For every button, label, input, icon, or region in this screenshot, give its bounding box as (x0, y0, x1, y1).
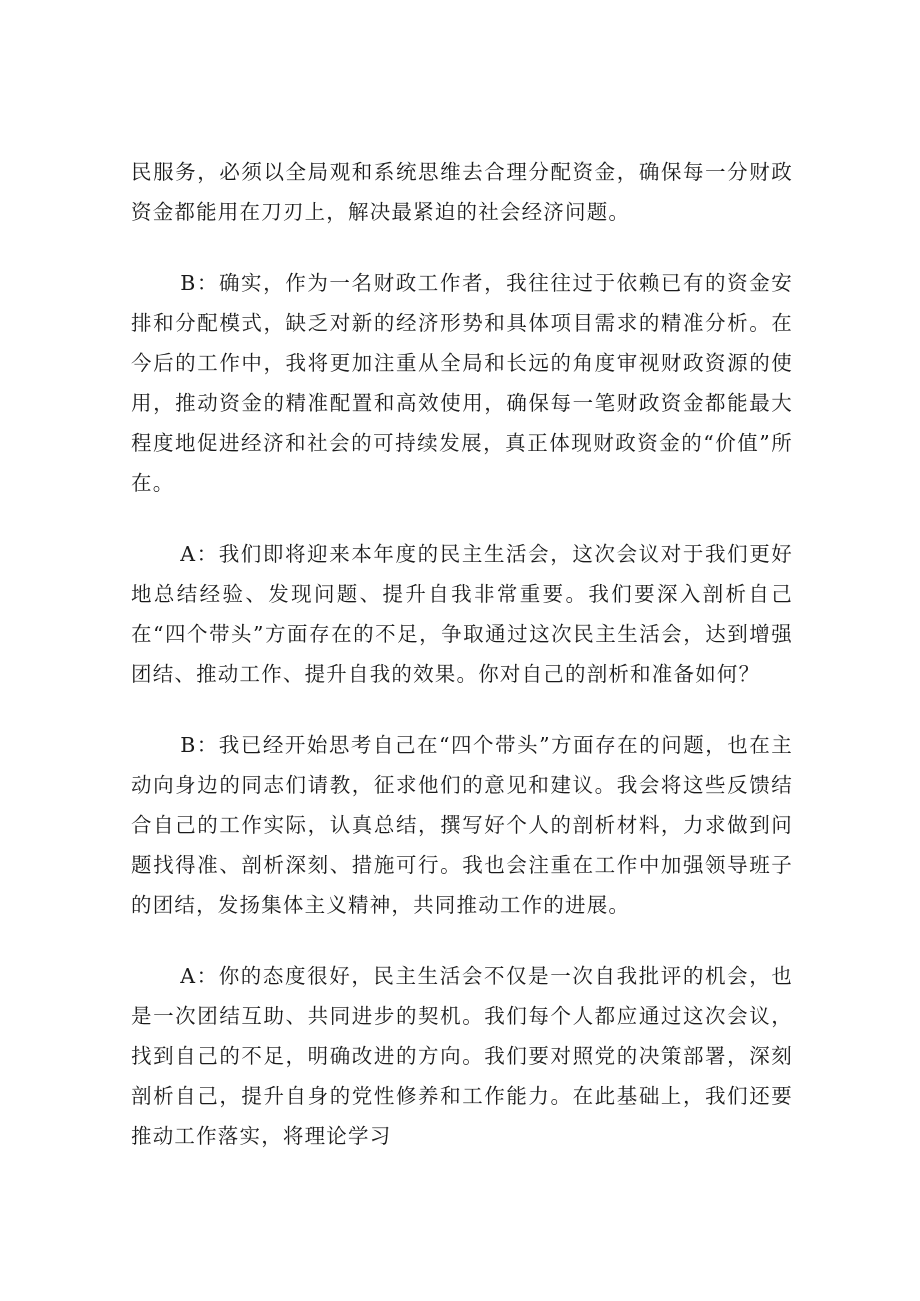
paragraph-a-question-1: A：我们即将迎来本年度的民主生活会，这次会议对于我们更好地总结经验、发现问题、提升自我非常重要。我们要深入剖析自己在“四个带头”方面存在的不足，争取通过这次民主生活会，达到增强团结、推动工作、提升自我的效果。你对自己的剖析和准备如何？ (131, 542, 793, 686)
document-body (131, 152, 793, 1187)
paragraph-a-comment-2: A：你的态度很好，民主生活会不仅是一次自我批评的机会，也是一次团结互助、共同进步的契机。我们每个人都应通过这次会议，找到自己的不足，明确改进的方向。我们要对照党的决策部署，深刻剖析自己，提升自身的党性修养和工作能力。在此基础上，我们还要推动工作落实，将理论学习 (131, 964, 793, 1148)
paragraph-continuation: 民服务，必须以全局观和系统思维去合理分配资金，确保每一分财政资金都能用在刀刃上，解决最紧迫的社会经济问题。 (131, 160, 793, 224)
paragraph-b-reply-2: B：我已经开始思考自己在“四个带头”方面存在的问题，也在主动向身边的同志们请教，征求他们的意见和建议。我会将这些反馈结合自己的工作实际，认真总结，撰写好个人的剖析材料，力求做到问题找得准、剖析深刻、措施可行。我也会注重在工作中加强领导班子的团结，发扬集体主义精神，共同推动工作的进展。 (131, 733, 793, 917)
paragraph-b-reply-1: B：确实，作为一名财政工作者，我往往过于依赖已有的资金安排和分配模式，缺乏对新的经济形势和具体项目需求的精准分析。在今后的工作中，我将更加注重从全局和长远的角度审视财政资源的使用，推动资金的精准配置和高效使用，确保每一笔财政资金都能最大程度地促进经济和社会的可持续发展，真正体现财政资金的“价值”所在。 (131, 271, 793, 495)
